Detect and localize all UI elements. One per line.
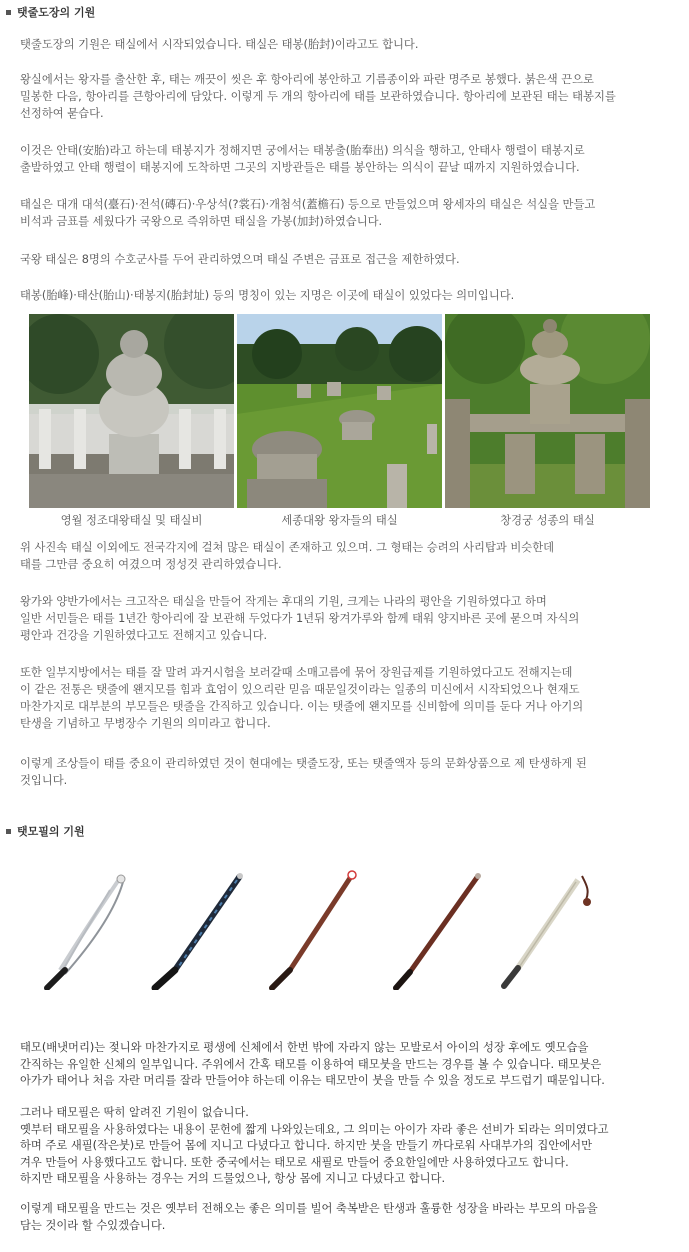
text-line: 밀봉한 다음, 항아리를 큰항아리에 담았다. 이렇게 두 개의 항아리에 태를 보관하였습니다. 항아리에 보관된 태는 태봉지를 [20,90,616,103]
paragraph-8 [20,593,579,644]
photo-yeongwol-jeongjo-taesil [29,314,234,508]
photo-caption-3: 창경궁 성종의 태실 [500,514,595,527]
paragraph-7 [20,539,554,573]
paragraph-5 [20,251,460,268]
section-heading-placenta-stamp [6,4,95,20]
text-line: 아가가 태어나 처음 자란 머리를 잘라 만들어야 하는데 이유는 태모만이 붓을 만들 수 있을 정도로 부드럽기 때문입니다. [20,1074,605,1087]
photo-caption-1: 영월 정조대왕태실 및 태실비 [60,514,203,527]
paragraph-3 [20,142,585,176]
text-line: 선정하여 묻습다. [20,107,104,120]
text-line: 마찬가지로 대부분의 부모들은 탯줄을 간직하고 있습니다. 이는 탯줄에 왠지모를 신비함에 의미를 둔다 거나 아기의 [20,700,584,713]
section-title: 탯줄도장의 기원 [17,6,96,19]
photo-caption-2: 세종대왕 왕자들의 태실 [281,514,398,527]
text-line: 국왕 태실은 8명의 수호군사를 두어 관리하였으며 태실 주변은 금표로 접근을 제한하였다. [20,253,460,266]
text-line: 탄생을 기념하고 무병장수 기원의 의미라고 합니다. [20,717,271,730]
text-line: 이것은 안태(安胎)라고 하는데 태봉지가 정해지면 궁에서는 태봉출(胎奉出) 의식을 행하고, 안태사 행렬이 태봉지로 [20,144,585,157]
paragraph-2 [20,71,616,122]
paragraph-4 [20,196,595,230]
paragraph-9 [20,664,583,732]
text-line: 것입니다. [20,774,68,787]
bullet-icon [6,829,11,834]
text-line: 비석과 금표를 세웠다가 국왕으로 즉위하면 태실을 가봉(加封)하였습니다. [20,215,383,228]
paragraph-6 [20,287,514,304]
paragraph-10 [20,755,587,789]
text-line: 이렇게 태모필을 만드는 것은 옛부터 전해오는 좋은 의미를 빌어 축복받은 탄생과 훌륭한 성장을 바라는 부모의 마음을 [20,1202,598,1215]
text-line: 이 같은 전통은 탯줄에 왠지모를 힘과 효엄이 있으리란 믿음 때문일것이라는 일종의 미신에서 시작되었으나 현재도 [20,683,580,696]
paragraph-12 [20,1105,609,1188]
text-line: 왕가와 양반가에서는 크고작은 태실을 만들어 작게는 후대의 기원, 크게는 나라의 평안을 기원하였다고 하며 [20,595,547,608]
text-line: 간직하는 유일한 신체의 일부입니다. 주위에서 간혹 태모를 이용하여 태모붓을 만드는 경우를 볼 수 있습니다. 태모붓은 [20,1057,602,1071]
bullet-icon [6,10,11,15]
text-line: 왕실에서는 왕자를 출산한 후, 태는 깨끗이 씻은 후 항아리에 봉안하고 기름종이와 파란 명주로 봉했다. 붉은색 끈으로 [20,73,594,86]
brush-image-5 [490,870,600,990]
text-line: 위 사진속 태실 이외에도 전국각지에 걸쳐 많은 태실이 존재하고 있으며. 그 형태는 승려의 사리탑과 비슷한데 [20,541,555,554]
photo-sejong-princes-taesil [237,314,442,508]
text-line: 하며 주로 새필(작은붓)로 만들어 몸에 지니고 다녔다고 합니다. 하지만 붓을 만들기 까다로워 사대부가의 집안에서만 [20,1139,592,1152]
paragraph-13 [20,1201,598,1234]
text-line: 이렇게 조상들이 태를 중요이 관리하였던 것이 현대에는 탯줄도장, 또는 탯줄액자 등의 문화상품으로 제 탄생하게 된 [20,757,587,770]
paragraph-11 [20,1040,605,1090]
section-title: 탯모필의 기원 [17,825,85,838]
text-line: 평안과 건강을 기원하였다고도 전해지고 있습니다. [20,629,268,642]
text-line: 옛부터 태모필을 사용하였다는 내용이 문헌에 짧게 나와있는데요, 그 의미는 아이가 자라 좋은 선비가 되라는 의미였다고 [20,1122,609,1136]
text-line: 겨우 만들어 사용했다고도 합니다. 또한 중국에서는 태모로 새필로 만들어 중요한일에만 사용하였다고도 합니다. [20,1155,569,1169]
text-line: 또한 일부지방에서는 태를 잘 말려 과거시험을 보러갈때 소매고름에 묶어 장원급제를 기원하였다고도 전해지는데 [20,666,573,679]
text-line: 태모(배냇머리)는 젖니와 마찬가지로 평생에 신체에서 한번 밖에 자라지 않는 모발로서 아이의 성장 후에도 옛모습을 [20,1041,589,1054]
text-line: 하지만 태모필을 사용하는 경우는 거의 드물었으나, 항상 몸에 지니고 다녔다고 합니다. [20,1172,446,1185]
text-line: 탯줄도장의 기원은 태실에서 시작되었습니다. 태실은 태봉(胎封)이라고도 합니다. [20,38,419,51]
brush-image-3 [262,870,372,990]
text-line: 출발하였고 안태 행렬이 태봉지에 도착하면 그곳의 지방관들은 태를 봉안하는 의식이 끝날 때까지 지원하였습니다. [20,161,580,174]
text-line: 담는 것이라 할 수있겠습니다. [20,1218,166,1232]
text-line: 그러나 태모필은 딱히 알려진 기원이 없습니다. [20,1106,249,1119]
text-line: 태실은 대개 대석(臺石)·전석(磚石)·우상석(?裳石)·개첨석(蓋檐石) 등으로 만들었으며 왕세자의 태실은 석실을 만들고 [20,198,596,211]
paragraph-1 [20,36,418,53]
text-line: 태를 그만큼 중요히 여겼으며 정성것 관리하였습니다. [20,558,282,571]
text-line: 태봉(胎峰)·태산(胎山)·태봉지(胎封址) 등의 명칭이 있는 지명은 이곳에 태실이 있었다는 의미입니다. [20,289,515,302]
brush-image-2 [145,870,255,990]
text-line: 일반 서민들은 태를 1년간 항아리에 잘 보관해 두었다가 1년뒤 왕겨가루와 함께 태워 양지바른 곳에 묻으며 자식의 [20,612,580,625]
photo-changgyeonggung-seongjong-taesil [445,314,650,508]
brush-image-1 [25,870,135,990]
section-heading-hair-brush [6,823,85,839]
brush-image-4 [388,870,498,990]
